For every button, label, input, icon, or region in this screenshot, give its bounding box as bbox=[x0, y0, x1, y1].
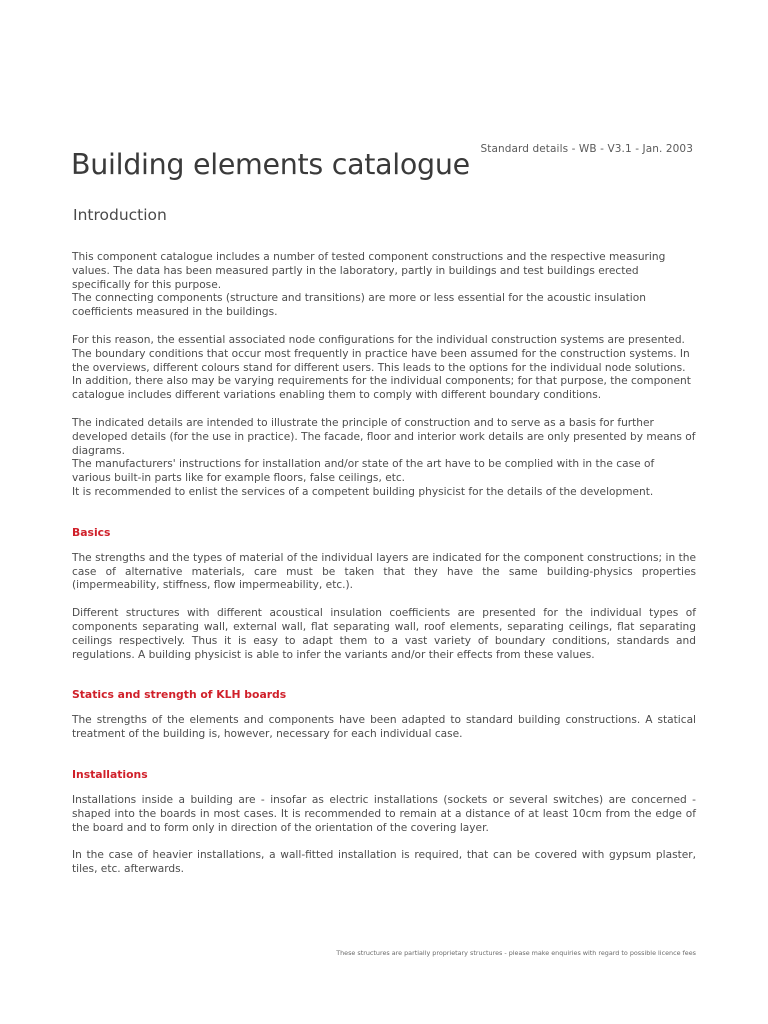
intro-paragraph-3 bbox=[72, 417, 696, 500]
installations-paragraph-1: Installations inside a building are - insofar as electric installations (sockets or several switches) are concerned - shaped into the boards in most cases. It is recommended to remain at a distance of at least 10cm from the edge of the board and to form only in direction of the orientation of the covering layer. bbox=[72, 793, 696, 834]
intro-paragraph-1-line-1: This component catalogue includes a number of tested component constructions and the respective measuring values. The data has been measured partly in the laboratory, partly in buildings and test buildings erected specifically for this purpose. bbox=[72, 251, 666, 291]
installations-paragraph-2: In the case of heavier installations, a wall-fitted installation is required, that can be covered with gypsum plaster, tiles, etc. afterwards. bbox=[72, 849, 696, 876]
intro-paragraph-2-line-2: In addition, there also may be varying requirements for the individual components; for that purpose, the component catalogue includes different variations enabling them to comply with different boundary conditions. bbox=[72, 375, 691, 402]
intro-paragraph-2-line-1: For this reason, the essential associated node configurations for the individual construction systems are presented. The boundary conditions that occur most frequently in practice have been assumed for the construction systems. In the overviews, different colours stand for different users. This leads to the options for the individual node solutions. bbox=[72, 333, 690, 374]
intro-paragraph-3-line-1: The indicated details are intended to illustrate the principle of construction and to serve as a basis for further developed details (for the use in practice). The facade, floor and interior work details are only presented by means of diagrams. bbox=[72, 416, 696, 457]
intro-paragraph-2 bbox=[72, 334, 696, 403]
section-title-introduction: Introduction bbox=[73, 206, 167, 224]
header-meta: Standard details - WB - V3.1 - Jan. 2003 bbox=[480, 143, 693, 155]
section-title-basics: Basics bbox=[72, 525, 111, 539]
basics-paragraph-1: The strengths and the types of material of the individual layers are indicated for the component constructions; in the case of alternative materials, care must be taken that they have the same building-physics properties (impermeability, stiffness, flow impermeability, etc.). bbox=[72, 551, 696, 592]
statics-paragraph-1: The strengths of the elements and components have been adapted to standard building constructions. A statical treatment of the building is, however, necessary for each individual case. bbox=[72, 714, 696, 741]
footer-licence-note: These structures are partially proprietary structures - please make enquiries with regard to possible licence fees bbox=[336, 949, 696, 957]
section-title-installations: Installations bbox=[72, 767, 148, 781]
intro-paragraph-3-line-3: It is recommended to enlist the services of a competent building physicist for the details of the development. bbox=[72, 485, 654, 498]
page-title: Building elements catalogue bbox=[71, 148, 470, 181]
section-title-statics: Statics and strength of KLH boards bbox=[72, 688, 287, 702]
basics-paragraph-2: Different structures with different acoustical insulation coefficients are presented for the individual types of components separating wall, external wall, flat separating wall, roof elements, separating ceilings, flat separating ceilings respectively. Thus it is easy to adapt them to a vast variety of boundary conditions, standards and regulations. A building physicist is able to infer the variants and/or their effects from these values. bbox=[72, 607, 696, 661]
intro-paragraph-1-line-2: The connecting components (structure and transitions) are more or less essential for the acoustic insulation coefficients measured in the buildings. bbox=[72, 292, 646, 319]
document-body bbox=[72, 251, 696, 891]
intro-paragraph-1 bbox=[72, 251, 696, 320]
intro-paragraph-3-line-2: The manufacturers' instructions for installation and/or state of the art have to be complied with in the case of various built-in parts like for example floors, false ceilings, etc. bbox=[72, 458, 655, 485]
